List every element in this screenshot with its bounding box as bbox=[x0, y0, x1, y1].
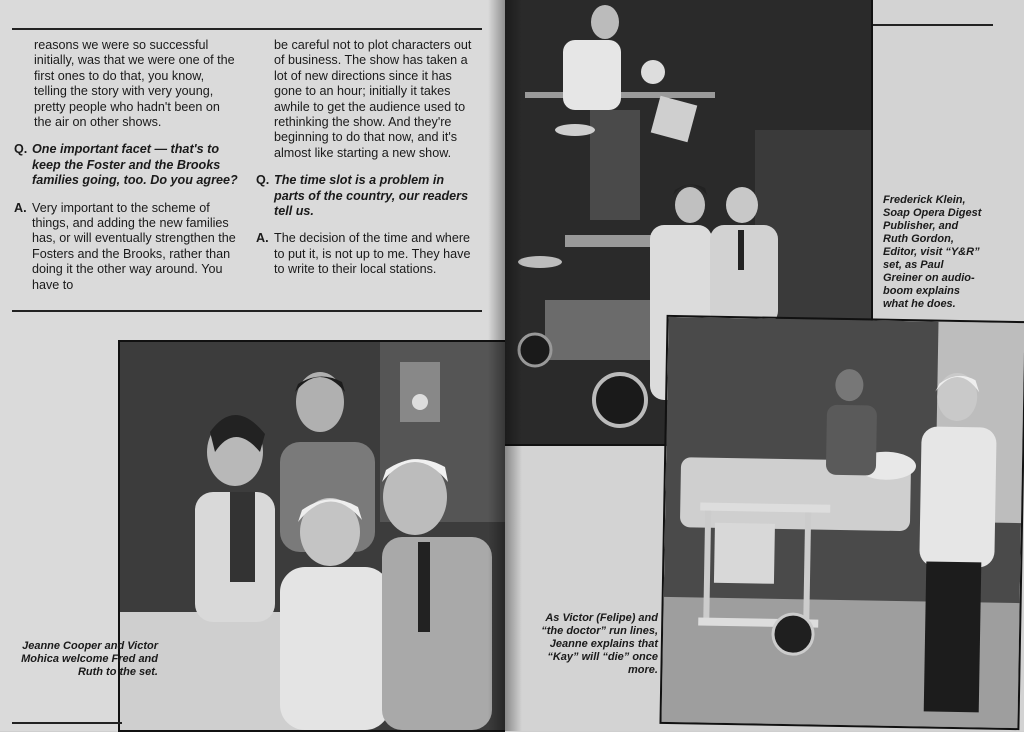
question-text: The time slot is a problem in parts of the country, our readers tell us. bbox=[274, 173, 469, 219]
column1-answer bbox=[14, 201, 239, 293]
answer-mark-label: A. bbox=[14, 200, 27, 215]
hospital-photo bbox=[659, 315, 1024, 730]
right-page bbox=[505, 0, 1024, 731]
question-text: One important facet — that's to keep the Foster and the Brooks families going, too. Do you agree? bbox=[32, 142, 238, 188]
hospital-photo-image bbox=[661, 317, 1024, 728]
text-column-1 bbox=[14, 38, 239, 305]
top-rule-right bbox=[873, 24, 993, 26]
page-gutter bbox=[488, 0, 522, 731]
question-mark-label: Q. bbox=[256, 173, 270, 188]
mid-rule bbox=[12, 310, 482, 312]
bottom-rule bbox=[12, 722, 122, 724]
column1-question bbox=[14, 142, 239, 188]
hospital-photo-caption: As Victor (Felipe) and “the doctor” run lines, Jeanne explains that “Kay” will “die” once more. bbox=[541, 612, 658, 676]
left-page bbox=[0, 0, 505, 731]
cast-photo-caption: Jeanne Cooper and Victor Mohica welcome Fred and Ruth to the set. bbox=[21, 640, 158, 678]
top-rule bbox=[12, 28, 482, 30]
answer-mark-label: A. bbox=[256, 231, 269, 246]
column2-question bbox=[256, 173, 478, 219]
question-mark-label: Q. bbox=[14, 142, 28, 157]
answer-text: Very important to the scheme of things, and adding the new families has, or will eventually strengthen the Fosters and the Brooks, rather than doing it the other way around. You have to bbox=[32, 200, 236, 292]
cast-photo bbox=[118, 340, 505, 732]
cast-photo-image bbox=[120, 342, 505, 730]
column2-intro: be careful not to plot characters out of business. The show has taken a lot of new directions since it has gone to an hour; initially it takes awhile to get the audience used to rethinking the show. And they're beginning to do that now, and it's almost like starting a new show. bbox=[274, 38, 472, 160]
text-column-2 bbox=[256, 38, 478, 290]
column2-answer bbox=[256, 231, 478, 277]
column1-intro: reasons we were so successful initially, was that we were one of the first ones to do that, you know, telling the story with very young, pretty people who hadn't been on the air on other shows. bbox=[34, 38, 235, 130]
boom-photo-caption: Frederick Klein, Soap Opera Digest Publisher, and Ruth Gordon, Editor, visit “Y&R” set, as Paul Greiner on audio-boom explains what he does. bbox=[883, 194, 982, 310]
answer-text: The decision of the time and where to put it, is not up to me. They have to write to their local stations. bbox=[274, 231, 471, 277]
